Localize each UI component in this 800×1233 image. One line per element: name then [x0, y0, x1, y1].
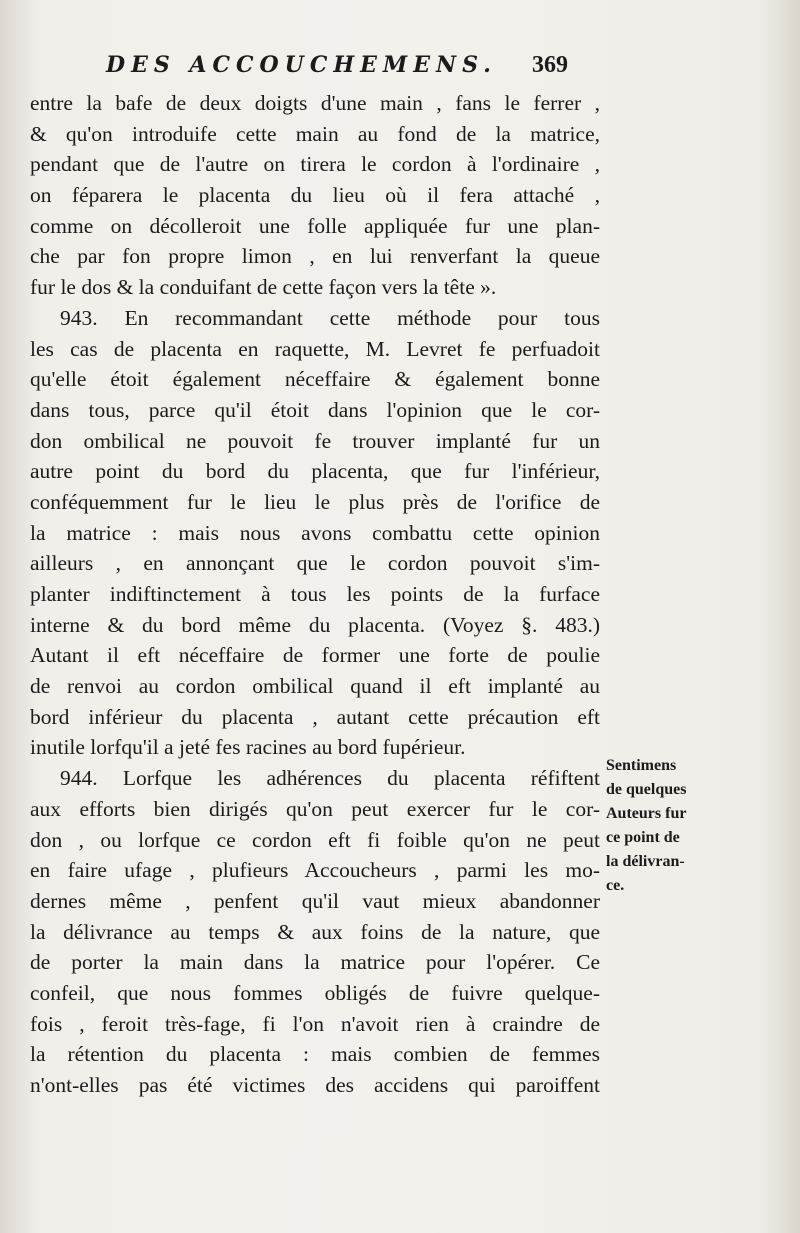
- margin-note-line: de quelques: [606, 781, 687, 798]
- text-line: don , ou lorfque ce cordon eft fi foible qu'on ne peut: [30, 827, 600, 852]
- margin-note-line: ce.: [606, 877, 625, 894]
- text-line: qu'elle étoit également néceffaire & également bonne: [30, 367, 600, 392]
- margin-note-line: ce point de: [606, 829, 680, 846]
- text-line: la rétention du placenta : mais combien de femmes: [30, 1042, 600, 1067]
- text-line: pendant que de l'autre on tirera le cordon à l'ordinaire ,: [30, 152, 600, 177]
- text-line: en faire ufage , plufieurs Accoucheurs , parmi les mo-: [30, 858, 600, 883]
- text-line: de renvoi au cordon ombilical quand il eft implanté au: [30, 674, 600, 699]
- text-line: conféquemment fur le lieu le plus près de l'orifice de: [30, 489, 600, 514]
- text-line: fois , feroit très-fage, fi l'on n'avoit rien à craindre de: [30, 1011, 600, 1036]
- text-line: 944. Lorfque les adhérences du placenta réfiftent: [60, 766, 600, 791]
- text-line: de porter la main dans la matrice pour l'opérer. Ce: [30, 950, 600, 975]
- text-line: don ombilical ne pouvoit fe trouver implanté fur un: [30, 428, 600, 453]
- text-line: comme on décolleroit une folle appliquée fur une plan-: [30, 213, 600, 238]
- margin-note-line: la délivran-: [606, 853, 685, 870]
- text-line: dernes même , penfent qu'il vaut mieux abandonner: [30, 888, 600, 913]
- text-line: la délivrance au temps & aux foins de la nature, que: [30, 919, 600, 944]
- page-header: [100, 52, 600, 86]
- text-line: les cas de placenta en raquette, M. Levret fe perfuadoit: [30, 336, 600, 361]
- text-line: fur le dos & la conduifant de cette façon vers la tête ».: [30, 275, 497, 300]
- text-line: che par fon propre limon , en lui renverfant la queue: [30, 244, 600, 269]
- text-line: on féparera le placenta du lieu où il fera attaché ,: [30, 183, 600, 208]
- margin-note-line: Sentimens: [606, 757, 677, 774]
- body-text: [30, 88, 600, 1101]
- text-line: confeil, que nous fommes obligés de fuivre quelque-: [30, 980, 600, 1005]
- text-line: bord inférieur du placenta , autant cette précaution eft: [30, 704, 600, 729]
- page-number: 369: [532, 52, 568, 78]
- running-head: DES ACCOUCHEMENS.: [106, 52, 497, 78]
- margin-note: [606, 754, 796, 898]
- text-line: & qu'on introduife cette main au fond de la matrice,: [30, 121, 600, 146]
- text-line: Autant il eft néceffaire de former une forte de poulie: [30, 643, 600, 668]
- text-line: interne & du bord même du placenta. (Voyez §. 483.): [30, 612, 600, 637]
- text-line: dans tous, parce qu'il étoit dans l'opinion que le cor-: [30, 397, 600, 422]
- text-line: autre point du bord du placenta, que fur l'inférieur,: [30, 459, 600, 484]
- text-line: n'ont-elles pas été victimes des accidens qui paroiffent: [30, 1073, 600, 1097]
- margin-note-line: Auteurs fur: [606, 805, 687, 822]
- text-line: ailleurs , en annonçant que le cordon pouvoit s'im-: [30, 551, 600, 576]
- text-line: entre la bafe de deux doigts d'une main , fans le ferrer ,: [30, 91, 600, 115]
- text-line: la matrice : mais nous avons combattu cette opinion: [30, 520, 600, 545]
- text-line: 943. En recommandant cette méthode pour tous: [60, 305, 600, 330]
- text-line: planter indiftinctement à tous les points de la furface: [30, 582, 600, 606]
- text-line: inutile lorfqu'il a jeté fes racines au bord fupérieur.: [30, 735, 466, 760]
- text-line: aux efforts bien dirigés qu'on peut exercer fur le cor-: [30, 796, 600, 821]
